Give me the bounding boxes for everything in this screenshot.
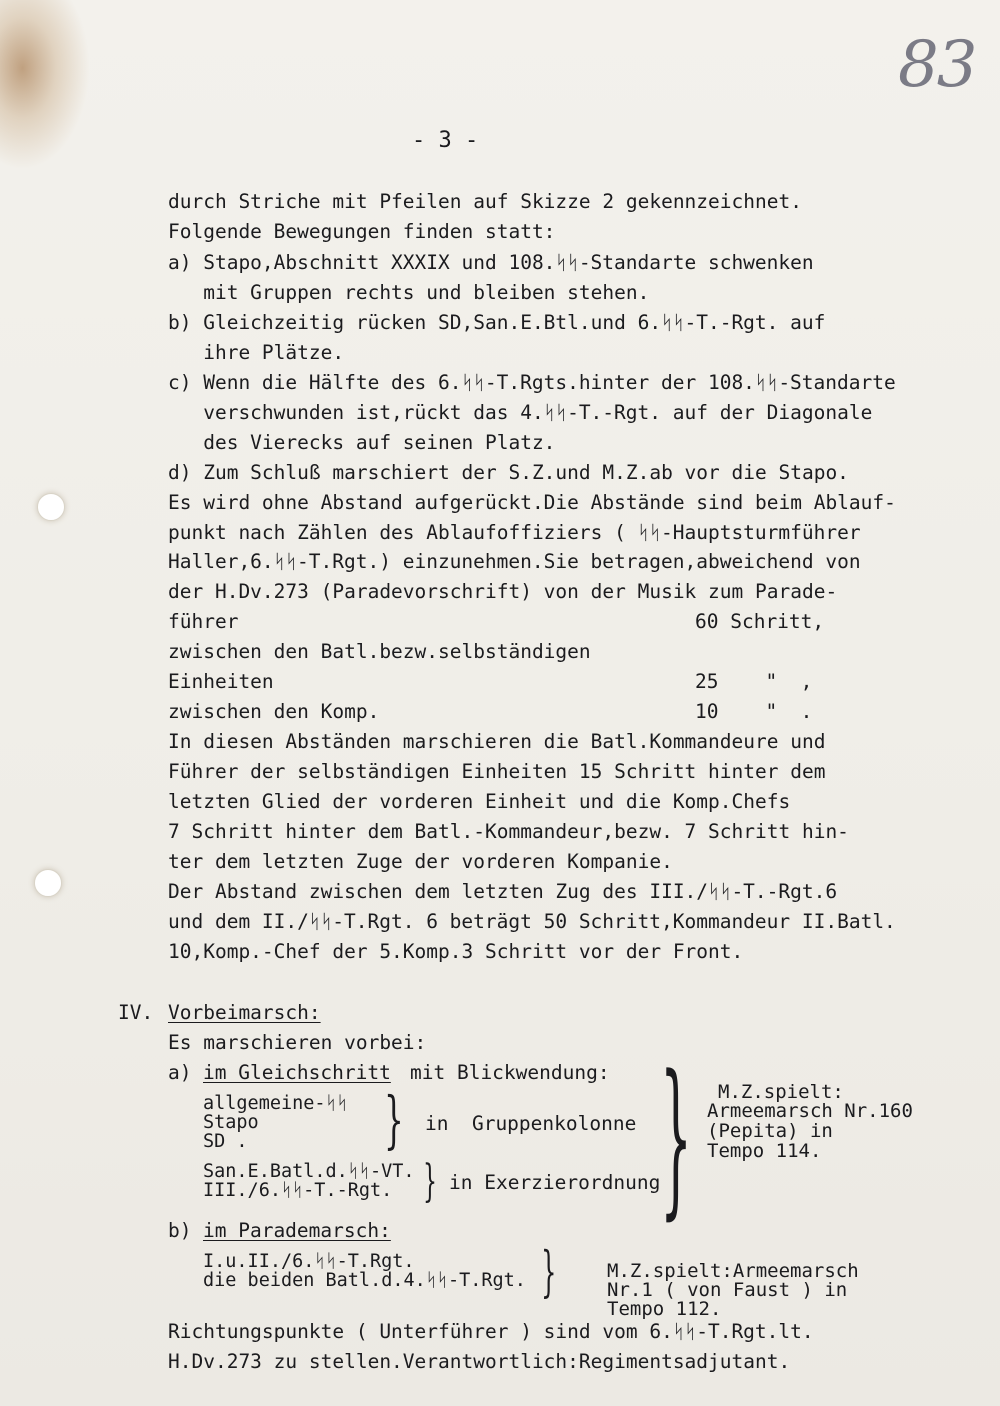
body-line: ihre Plätze. [168, 341, 345, 364]
body-line: Der Abstand zwischen dem letzten Zug des III./ᛋᛋ-T.-Rgt.6 [168, 880, 838, 903]
body-line: punkt nach Zählen des Ablaufoffiziers ( ᛋᛋ-Hauptsturmführer [168, 521, 861, 544]
body-line: Haller,6.ᛋᛋ-T.Rgt.) einzunehmen.Sie betragen,abweichend von [168, 550, 861, 573]
group-unit: I.u.II./6.ᛋᛋ-T.Rgt. [203, 1251, 415, 1272]
music-note: Tempo 112. [607, 1298, 722, 1320]
distance-label: zwischen den Batl.bezw.selbständigen [168, 640, 591, 663]
body-line: c) Wenn die Hälfte des 6.ᛋᛋ-T.Rgts.hinter der 108.ᛋᛋ-Standarte [168, 371, 896, 394]
body-line: des Vierecks auf seinen Platz. [168, 431, 556, 454]
group-unit: III./6.ᛋᛋ-T.-Rgt. [203, 1180, 393, 1201]
body-line: der H.Dv.273 (Paradevorschrift) von der Musik zum Parade- [168, 580, 838, 603]
distance-value: 25 " , [695, 670, 813, 693]
body-line: Folgende Bewegungen finden statt: [168, 220, 556, 243]
distance-value: 60 Schritt, [695, 610, 825, 633]
music-note: Armeemarsch Nr.160 [707, 1100, 913, 1122]
distance-label: Einheiten [168, 670, 274, 693]
brace-icon: } [423, 1156, 437, 1207]
body-line: letzten Glied der vorderen Einheit und die Komp.Chefs [168, 790, 791, 813]
body-line: verschwunden ist,rückt das 4.ᛋᛋ-T.-Rgt. auf der Diagonale [168, 401, 873, 424]
section-intro: Es marschieren vorbei: [168, 1031, 427, 1054]
large-brace-icon: } [660, 1039, 693, 1235]
group-unit: allgemeine-ᛋᛋ [203, 1093, 348, 1114]
body-line: In diesen Abständen marschieren die Batl.Kommandeure und [168, 730, 826, 753]
page-number: - 3 - [412, 128, 479, 153]
item-b-title: im Parademarsch: [203, 1219, 391, 1242]
body-line: und dem II./ᛋᛋ-T.Rgt. 6 beträgt 50 Schritt,Kommandeur II.Batl. [168, 910, 896, 933]
punch-hole-bottom [34, 869, 62, 897]
body-line: 10,Komp.-Chef der 5.Komp.3 Schritt vor der Front. [168, 940, 744, 963]
formation-label: in Gruppenkolonne [425, 1112, 637, 1135]
group-unit: SD . [203, 1131, 248, 1152]
body-line: 7 Schritt hinter dem Batl.-Kommandeur,bezw. 7 Schritt hin- [168, 820, 849, 843]
rust-stain [0, 0, 90, 170]
body-line: b) Gleichzeitig rücken SD,San.E.Btl.und 6.ᛋᛋ-T.-Rgt. auf [168, 311, 826, 334]
body-line: mit Gruppen rechts und bleiben stehen. [168, 281, 650, 304]
body-line: a) Stapo,Abschnitt XXXIX und 108.ᛋᛋ-Standarte schwenken [168, 251, 814, 274]
distance-label: zwischen den Komp. [168, 700, 380, 723]
body-line: ter dem letzten Zuge der vorderen Kompanie. [168, 850, 673, 873]
body-line: d) Zum Schluß marschiert der S.Z.und M.Z.ab vor die Stapo. [168, 461, 849, 484]
group-unit: Stapo [203, 1112, 259, 1133]
section-number: IV. [118, 1001, 154, 1024]
music-note: M.Z.spielt: [718, 1081, 844, 1103]
item-a-prefix: a) [168, 1061, 192, 1084]
group-unit: San.E.Batl.d.ᛋᛋ-VT. [203, 1161, 415, 1182]
group-unit: die beiden Batl.d.4.ᛋᛋ-T.Rgt. [203, 1270, 526, 1291]
formation-label: in Exerzierordnung [449, 1171, 661, 1194]
distance-value: 10 " . [695, 700, 813, 723]
body-line: Es wird ohne Abstand aufgerückt.Die Abstände sind beim Ablauf- [168, 491, 896, 514]
section-heading: Vorbeimarsch: [168, 1001, 321, 1024]
punch-hole-top [37, 493, 65, 521]
brace-icon: } [541, 1240, 557, 1303]
distance-label: führer [168, 610, 239, 633]
body-line: durch Striche mit Pfeilen auf Skizze 2 gekennzeichnet. [168, 190, 802, 213]
closing-line: H.Dv.273 zu stellen.Verantwortlich:Regimentsadjutant. [168, 1350, 791, 1373]
closing-line: Richtungspunkte ( Unterführer ) sind vom 6.ᛋᛋ-T.Rgt.lt. [168, 1320, 814, 1343]
item-b-prefix: b) [168, 1219, 192, 1242]
body-line: Führer der selbständigen Einheiten 15 Schritt hinter dem [168, 760, 826, 783]
item-a-title: im Gleichschritt [203, 1061, 391, 1084]
music-note: M.Z.spielt:Armeemarsch [607, 1260, 859, 1282]
music-note: (Pepita) in [707, 1120, 833, 1142]
brace-icon: } [384, 1083, 404, 1156]
item-a-title-rest: mit Blickwendung: [410, 1061, 610, 1084]
music-note: Tempo 114. [707, 1140, 822, 1162]
handwritten-folio-number: 83 [898, 28, 976, 102]
music-note: Nr.1 ( von Faust ) in [607, 1279, 848, 1301]
